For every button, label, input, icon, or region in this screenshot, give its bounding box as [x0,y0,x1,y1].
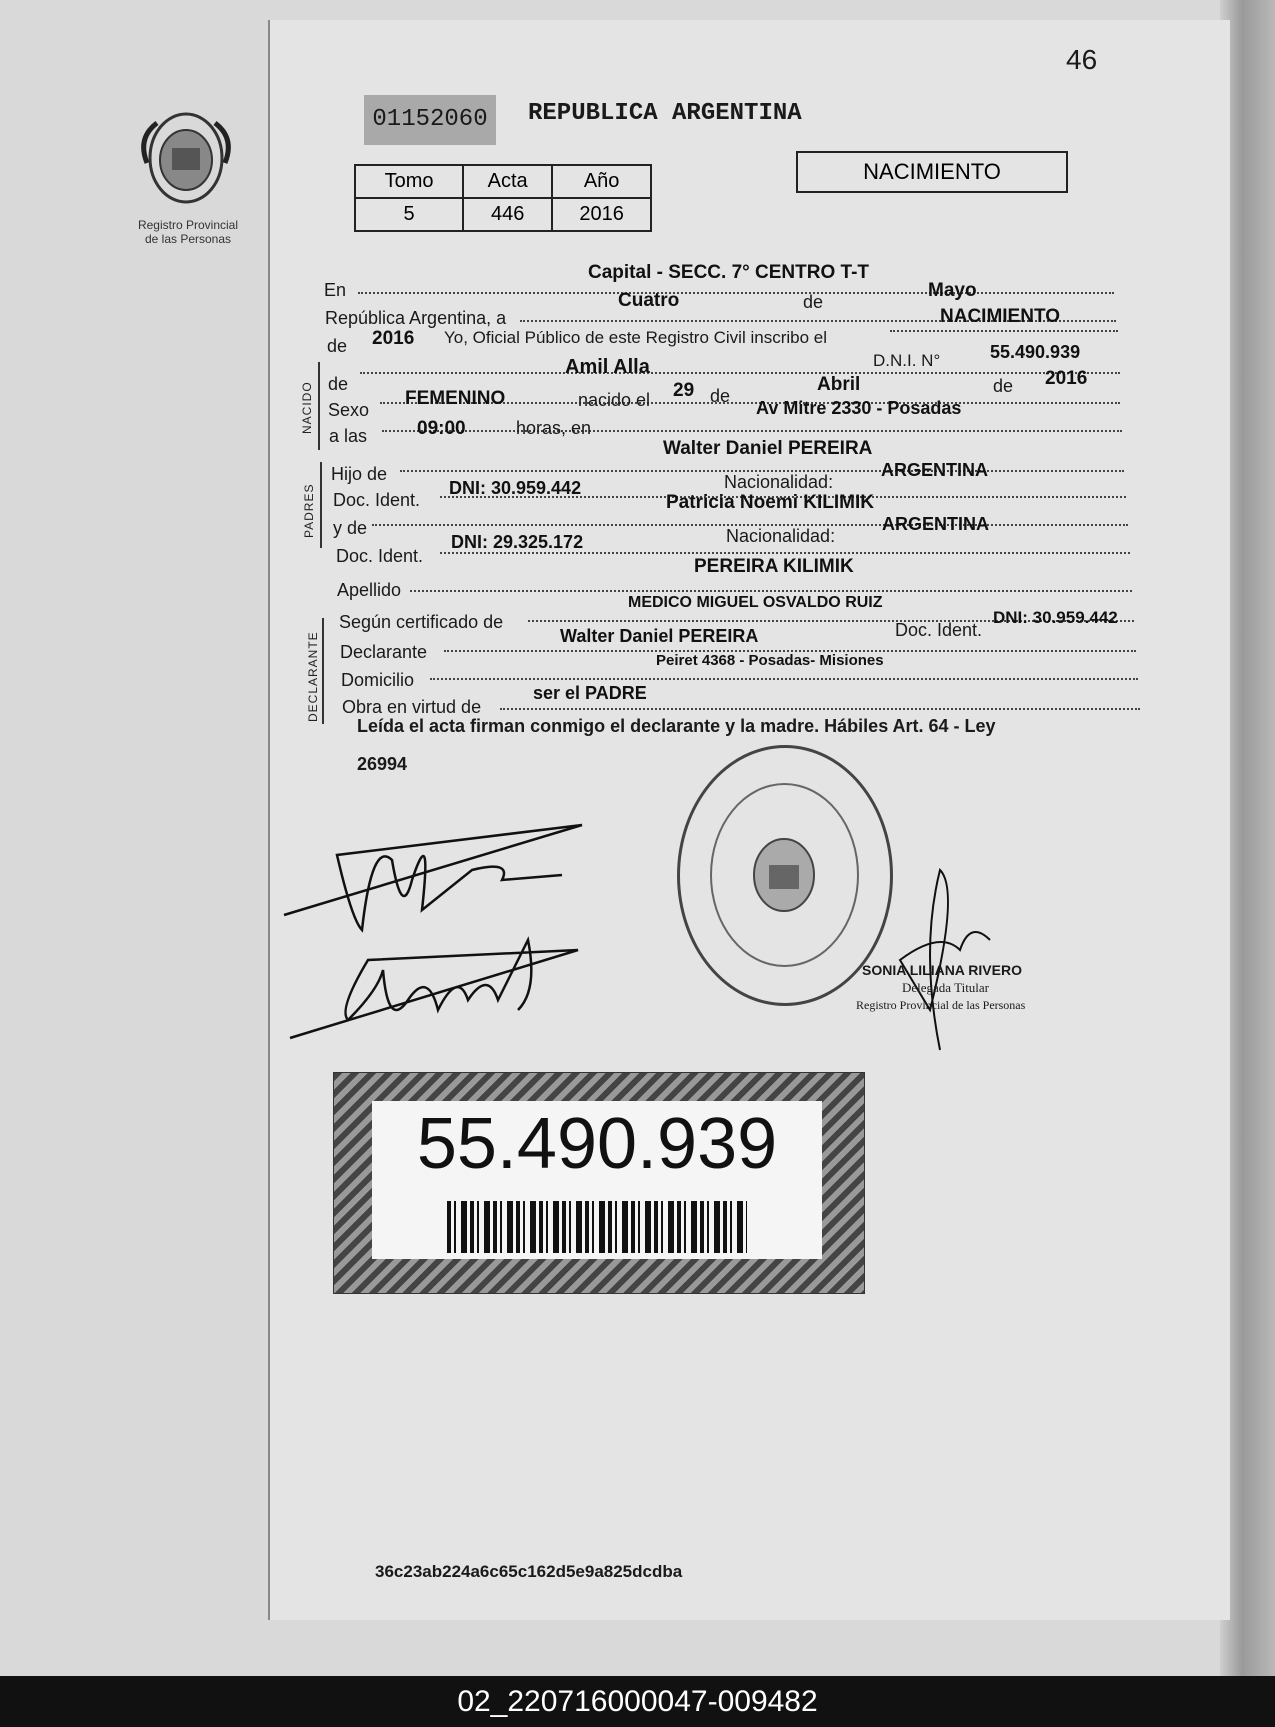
declarante-value: Walter Daniel PEREIRA [560,626,759,646]
row-line [410,590,1132,592]
logo-caption-2: de las Personas [144,232,232,246]
mes-value: Mayo [928,280,977,301]
tomo-acta-table [354,164,652,232]
madre-value: Patricia Noemi KILIMIK [666,492,874,513]
anio-value: 2016 [372,328,415,349]
republica-label: República Argentina, a [325,308,507,328]
nombre-value: Amil Alla [565,356,650,378]
obra-label: Obra en virtud de [342,697,482,717]
obra-value: ser el PADRE [533,683,647,703]
closing-line-1: Leída el acta firman conmigo el declarante y la madre. Hábiles Art. 64 - Ley [357,716,996,736]
lugar-value: Av Mitre 2330 - Posadas [756,398,962,418]
serial-number: 01152060 [364,95,496,145]
nacido-dia: 29 [673,380,695,401]
nacido-anio: 2016 [1045,368,1088,389]
nacionalidad-label-2: Nacionalidad: [726,526,836,546]
segun-label: Según certificado de [339,612,504,632]
de-label-3: de [328,374,349,394]
act-type: NACIMIENTO [863,159,1001,184]
padre-value: Walter Daniel PEREIRA [663,438,873,459]
madre-doc: DNI: 29.325.172 [451,532,584,552]
footer-id: 02_220716000047-009482 [457,1685,818,1718]
nacido-label: nacido el [578,390,651,410]
madre-nac: ARGENTINA [882,514,989,534]
barcode-number: 55.490.939 [416,1104,778,1184]
header-title: REPUBLICA ARGENTINA [528,100,802,127]
dia-value: Cuatro [618,290,680,311]
stamp-office: Registro Provincial de las Personas [856,998,1026,1012]
row-line [382,430,1122,432]
barcode-inner [372,1101,822,1259]
document-hash: 36c23ab224a6c65c162d5e9a825dcdba [375,1562,683,1581]
footer-bar [0,1676,1275,1727]
row-line [360,372,1120,374]
dni-value: 55.490.939 [990,342,1081,362]
stamp-name: SONIA LILIANA RIVERO [862,962,1022,978]
official-signature-icon [880,850,1030,1060]
anio-value: 2016 [552,198,651,231]
side-label-nacido: NACIDO [300,381,314,434]
en-value: Capital - SECC. 7° CENTRO T-T [588,262,870,283]
row-line [358,292,1114,294]
doc-label-3: Doc. Ident. [895,620,983,640]
row-line [430,678,1138,680]
padre-doc: DNI: 30.959.442 [449,478,582,498]
alas-label: a las [329,426,368,446]
padre-nac: ARGENTINA [881,460,988,480]
side-label-padres: PADRES [302,483,316,538]
dni-label: D.N.I. N° [873,351,941,370]
domicilio-value: Peiret 4368 - Posadas- Misiones [656,652,884,669]
yde-label: y de [333,518,368,538]
father-signature-icon [282,800,602,940]
de-label-5: de [993,376,1014,396]
shield-icon [749,835,819,915]
inscribo-value: NACIMIENTO [940,306,1060,327]
doc-label: Doc. Ident. [333,490,421,510]
tomo-value: 5 [355,198,463,231]
mother-signature-icon [288,930,598,1050]
anio-header: Año [552,165,651,198]
declarante-bracket [322,618,324,724]
acta-header: Acta [463,165,552,198]
de-label-2: de [327,336,348,356]
misiones-logo-icon [137,108,235,216]
nacido-bracket [318,362,320,450]
stamp-role: Delegada Titular [902,980,990,995]
page-number: 46 [1066,44,1098,75]
closing-line-2: 26994 [357,754,408,774]
hijo-label: Hijo de [331,464,388,484]
en-label: En [324,280,347,300]
barcode-label [333,1072,865,1294]
sexo-label: Sexo [328,400,370,420]
horas-label: horas, en [516,418,592,438]
barcode-icon [447,1201,747,1253]
nacido-mes: Abril [817,374,861,395]
oficial-text: Yo, Oficial Público de este Registro Civil inscribo el [444,328,827,347]
official-seal-icon [677,745,893,1006]
domicilio-label: Domicilio [341,670,415,690]
de-label-4: de [710,386,731,406]
nacionalidad-label: Nacionalidad: [724,472,834,492]
row-line [890,330,1118,332]
apellido-value: PEREIRA KILIMIK [694,556,854,577]
apellido-label: Apellido [337,580,402,600]
padres-bracket [320,462,322,548]
row-line [500,708,1140,710]
seal-inner-ring [710,783,859,967]
declarante-label: Declarante [340,642,428,662]
de-label: de [803,292,824,312]
logo-caption-1: Registro Provincial [137,218,239,232]
side-label-declarante: DECLARANTE [306,631,320,722]
declarante-doc: DNI: 30.959.442 [993,608,1118,627]
hora-value: 09:00 [417,418,466,439]
act-type-box [796,151,1068,193]
segun-value: MEDICO MIGUEL OSVALDO RUIZ [628,594,883,611]
doc-label-2: Doc. Ident. [336,546,424,566]
acta-value: 446 [463,198,552,231]
sexo-value: FEMENINO [405,388,506,409]
tomo-header: Tomo [355,165,463,198]
